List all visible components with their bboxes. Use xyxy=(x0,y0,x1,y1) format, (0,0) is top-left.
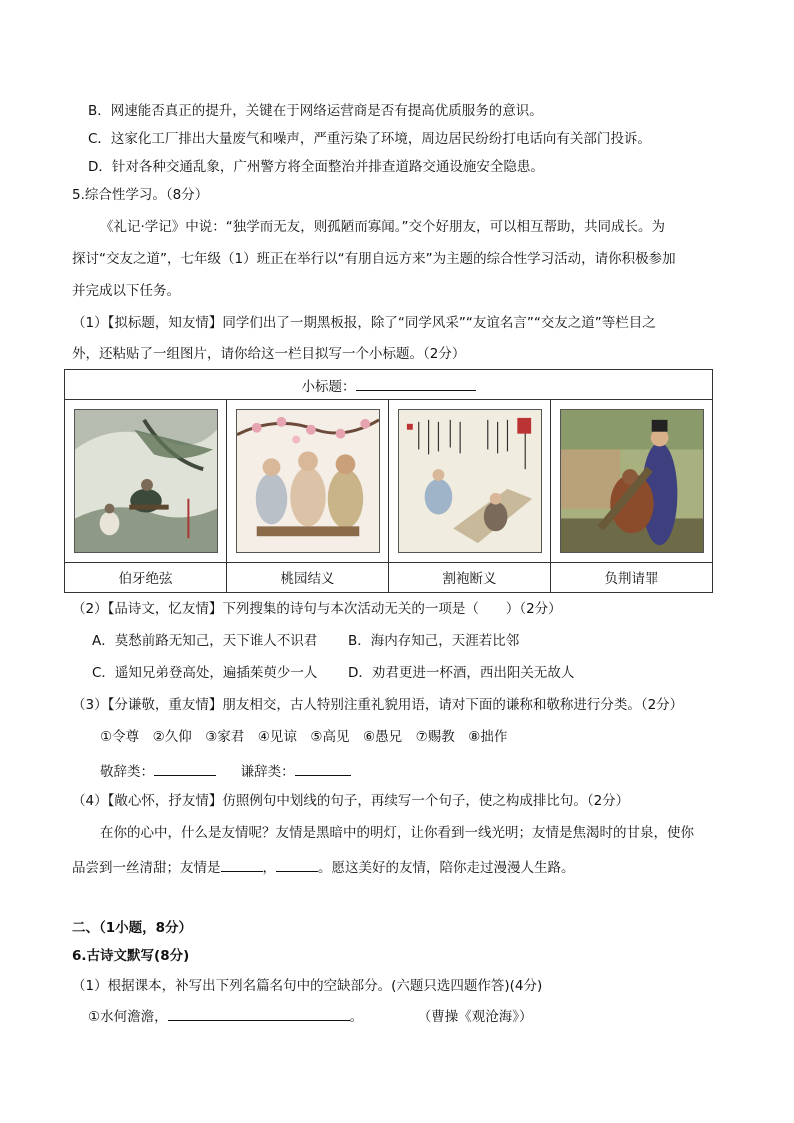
caption-2: 桃园结义 xyxy=(227,562,389,592)
task-3-question: （3）【分谦敬，重友情】朋友相交，古人特别注重礼貌用语，请对下面的谦称和敬称进行分类。（2分） xyxy=(72,697,684,713)
option-d: D．针对各种交通乱象，广州警方将全面整治并排查道路交通设施安全隐患。 xyxy=(88,159,544,175)
subtitle-answer-blank[interactable] xyxy=(356,376,476,391)
item-1-prefix: ①水何澹澹， xyxy=(88,1009,168,1025)
question-6-1: （1）根据课本，补写出下列名篇名句中的空缺部分。(六题只选四题作答)(4分) xyxy=(72,978,543,994)
intro-line-2: 探讨“交友之道”，七年级（1）班正在举行以“有朋自远方来”为主题的综合性学习活动，请你积极参加 xyxy=(72,251,676,267)
item-1-suffix: 。 xyxy=(349,1009,364,1025)
subtitle-label: 小标题： xyxy=(301,378,356,395)
intro-line-1: 《礼记·学记》中说：“独学而无友，则孤陋而寡闻。”交个好朋友，可以相互帮助，共同成长。为 xyxy=(100,219,666,235)
caption-3: 割袍断义 xyxy=(389,562,551,592)
question-6-heading: 6.古诗文默写(8分) xyxy=(72,948,190,964)
respect-answer-blank[interactable] xyxy=(154,761,216,776)
taoyuan-oath-painting xyxy=(236,409,380,553)
item-1-answer-blank[interactable] xyxy=(168,1006,350,1021)
task-1-line-1: （1）【拟标题，知友情】同学们出了一期黑板报，除了“同学风采”“友谊名言”“交友之道”等栏目之 xyxy=(72,315,656,331)
respect-answer-line xyxy=(100,761,351,780)
picture-table xyxy=(64,369,713,593)
passage-separator: ， xyxy=(262,860,276,876)
item-1-source: （曹操《观沧海》） xyxy=(417,1009,533,1025)
task-4-passage-line-1: 在你的心中，什么是友情呢？友情是黑暗中的明灯，让你看到一线光明；友情是焦渴时的甘泉，使你 xyxy=(100,825,694,841)
passage-part-b: 。愿这美好的友情，陪你走过漫漫人生路。 xyxy=(318,860,575,876)
passage-blank-2[interactable] xyxy=(276,857,318,872)
task-2-option-b: B．海内存知己，天涯若比邻 xyxy=(348,633,520,649)
picture-cell-1 xyxy=(65,400,227,562)
task-4-question: （4）【敞心怀，抒友情】仿照例句中划线的句子，再续写一个句子，使之构成排比句。（2分） xyxy=(72,793,630,809)
passage-blank-1[interactable] xyxy=(221,857,263,872)
humble-answer-blank[interactable] xyxy=(295,761,351,776)
option-b: B．网速能否真正的提升，关键在于网络运营商是否有提高优质服务的意识。 xyxy=(88,103,543,119)
humble-label: 谦辞类： xyxy=(240,764,295,780)
task-3-word-list: ①令尊 ②久仰 ③家君 ④见谅 ⑤高见 ⑥愚兄 ⑦赐教 ⑧拙作 xyxy=(100,729,508,745)
fujing-qingzui-painting xyxy=(560,409,704,553)
section-2-heading: 二、（1小题，8分） xyxy=(72,920,193,936)
task-2-option-a: A．莫愁前路无知己，天下谁人不识君 xyxy=(92,633,318,649)
question-5-heading: 5.综合性学习。（8分） xyxy=(72,187,209,203)
passage-part-a: 品尝到一丝清甜；友情是 xyxy=(72,860,221,876)
task-2-option-c: C．遥知兄弟登高处，遍插茱萸少一人 xyxy=(92,665,318,681)
question-6-1-item-1 xyxy=(88,1006,532,1025)
task-2-option-d: D．劝君更进一杯酒，西出阳关无故人 xyxy=(348,665,575,681)
option-c: C．这家化工厂排出大量废气和噪声，严重污染了环境，周边居民纷纷打电话向有关部门投诉。 xyxy=(88,131,651,147)
picture-cell-4 xyxy=(551,400,713,562)
caption-1: 伯牙绝弦 xyxy=(65,562,227,592)
task-4-passage-line-2 xyxy=(72,857,575,876)
gepao-duanyi-painting xyxy=(398,409,542,553)
task-1-line-2: 外，还粘贴了一组图片，请你给这一栏目拟写一个小标题。（2分） xyxy=(72,346,466,362)
picture-cell-2 xyxy=(227,400,389,562)
subtitle-cell xyxy=(65,370,713,400)
boya-guqin-painting xyxy=(74,409,218,553)
respect-label: 敬辞类： xyxy=(100,764,154,780)
caption-4: 负荆请罪 xyxy=(551,562,713,592)
picture-cell-3 xyxy=(389,400,551,562)
task-2-question: （2）【品诗文，忆友情】下列搜集的诗句与本次活动无关的一项是（ ）（2分） xyxy=(72,601,562,617)
intro-line-3: 并完成以下任务。 xyxy=(72,283,180,299)
